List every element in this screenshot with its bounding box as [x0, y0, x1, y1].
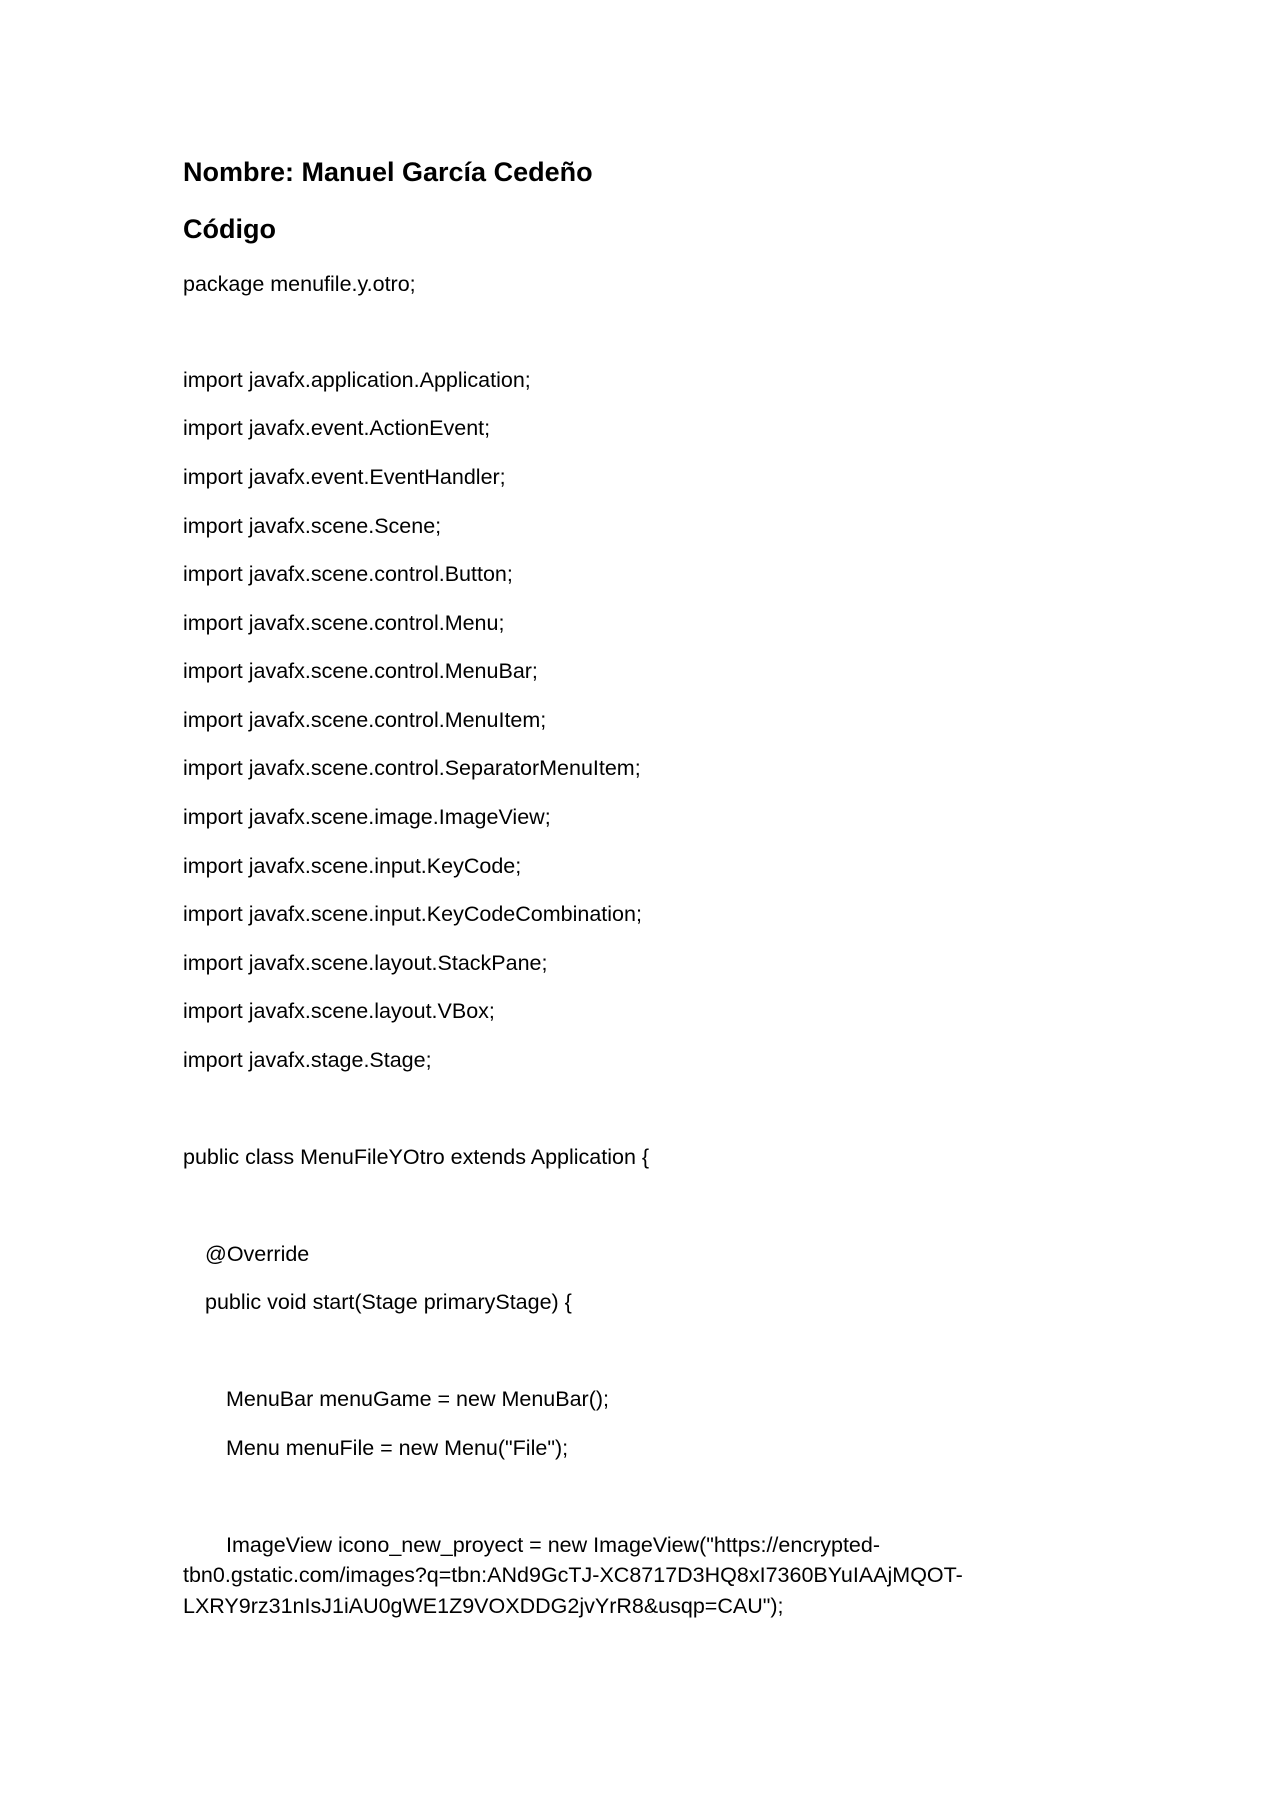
code-line: public class MenuFileYOtro extends Application { — [183, 1145, 650, 1169]
code-line: import javafx.stage.Stage; — [183, 1048, 432, 1072]
code-line: import javafx.scene.image.ImageView; — [183, 805, 551, 829]
code-line: import javafx.event.EventHandler; — [183, 465, 506, 489]
code-line: import javafx.scene.control.Button; — [183, 562, 513, 586]
code-line: import javafx.scene.Scene; — [183, 514, 442, 538]
code-line: import javafx.scene.layout.StackPane; — [183, 951, 548, 975]
code-line: public void start(Stage primaryStage) { — [205, 1290, 572, 1314]
code-line: tbn0.gstatic.com/images?q=tbn:ANd9GcTJ-XC8717D3HQ8xI7360BYuIAAjMQOT- — [183, 1563, 963, 1587]
code-line: import javafx.scene.input.KeyCodeCombination; — [183, 902, 642, 926]
code-line: package menufile.y.otro; — [183, 272, 416, 296]
code-line: import javafx.event.ActionEvent; — [183, 416, 491, 440]
code-line: ImageView icono_new_proyect = new ImageView("https://encrypted- — [226, 1533, 880, 1557]
code-heading: Código — [183, 214, 276, 244]
code-line: import javafx.scene.layout.VBox; — [183, 999, 495, 1023]
code-line: LXRY9rz31nIsJ1iAU0gWE1Z9VOXDDG2jvYrR8&usqp=CAU"); — [183, 1594, 784, 1618]
code-line: import javafx.scene.control.MenuItem; — [183, 708, 547, 732]
code-line: import javafx.application.Application; — [183, 368, 531, 392]
name-heading: Nombre: Manuel García Cedeño — [183, 157, 593, 187]
code-line: import javafx.scene.input.KeyCode; — [183, 854, 522, 878]
code-line: import javafx.scene.control.Menu; — [183, 611, 505, 635]
code-line: import javafx.scene.control.SeparatorMenuItem; — [183, 756, 641, 780]
code-line: MenuBar menuGame = new MenuBar(); — [226, 1387, 609, 1411]
code-line: import javafx.scene.control.MenuBar; — [183, 659, 538, 683]
code-line: @Override — [205, 1242, 310, 1266]
code-line: Menu menuFile = new Menu("File"); — [226, 1436, 569, 1460]
